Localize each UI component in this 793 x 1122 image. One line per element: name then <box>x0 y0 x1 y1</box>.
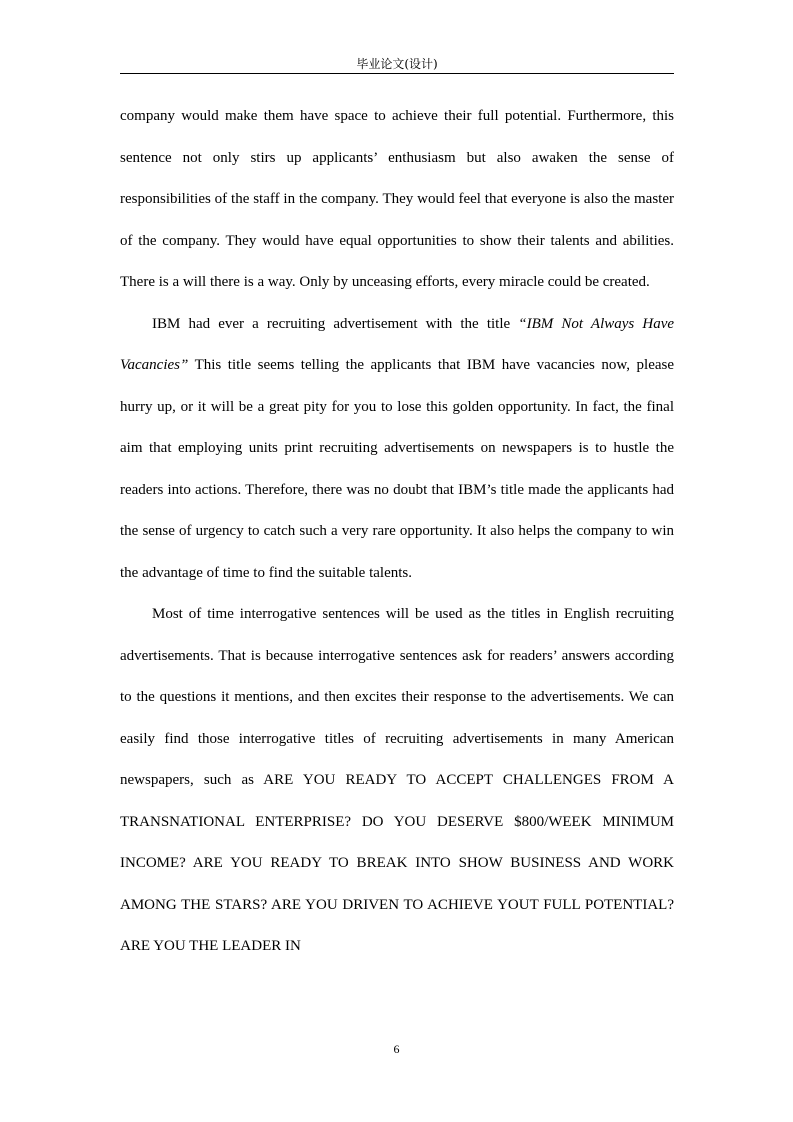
page-number: 6 <box>393 1042 400 1056</box>
paragraph-2-lead: IBM had ever a recruiting advertisement with the title <box>152 315 519 332</box>
paragraph-3: Most of time interrogative sentences will be used as the titles in English recruiting advertisements. That is because interrogative sentences ask for readers’ answers according to the questions it mentions, and then excites their response to the advertisements. We can easily find those interrogative titles of recruiting advertisements in many American newspapers, such as ARE YOU READY TO ACCEPT CHALLENGES FROM A TRANSNATIONAL ENTERPRISE? DO YOU DESERVE $800/WEEK MINIMUM INCOME? ARE YOU READY TO BREAK INTO SHOW BUSINESS AND WORK AMONG THE STARS? ARE YOU DRIVEN TO ACHIEVE YOUT FULL POTENTIAL? ARE YOU THE LEADER IN <box>120 606 674 954</box>
paragraph-2 <box>120 304 674 595</box>
ibm-ad-title: “IBM Not Always Have Vacancies” <box>120 315 675 373</box>
running-header: 毕业论文(设计) <box>356 57 438 71</box>
paragraph-2-rest: This title seems telling the applicants that IBM have vacancies now, please hurry up, or it will be a great pity for you to lose this golden opportunity. In fact, the final aim that employing units print recruiting advertisements on newspapers is to hustle the readers into actions. Therefore, there was no doubt that IBM’s title made the applicants had the sense of urgency to catch such a very rare opportunity. It also helps the company to win the advantage of time to find the suitable talents. <box>120 357 674 581</box>
body-text <box>120 96 674 968</box>
header-rule <box>120 73 674 74</box>
paragraph-1: company would make them have space to achieve their full potential. Furthermore, this sentence not only stirs up applicants’ enthusiasm but also awaken the sense of responsibilities of the staff in the company. They would feel that everyone is also the master of the company. They would have equal opportunities to show their talents and abilities. There is a will there is a way. Only by unceasing efforts, every miracle could be created. <box>120 108 674 290</box>
